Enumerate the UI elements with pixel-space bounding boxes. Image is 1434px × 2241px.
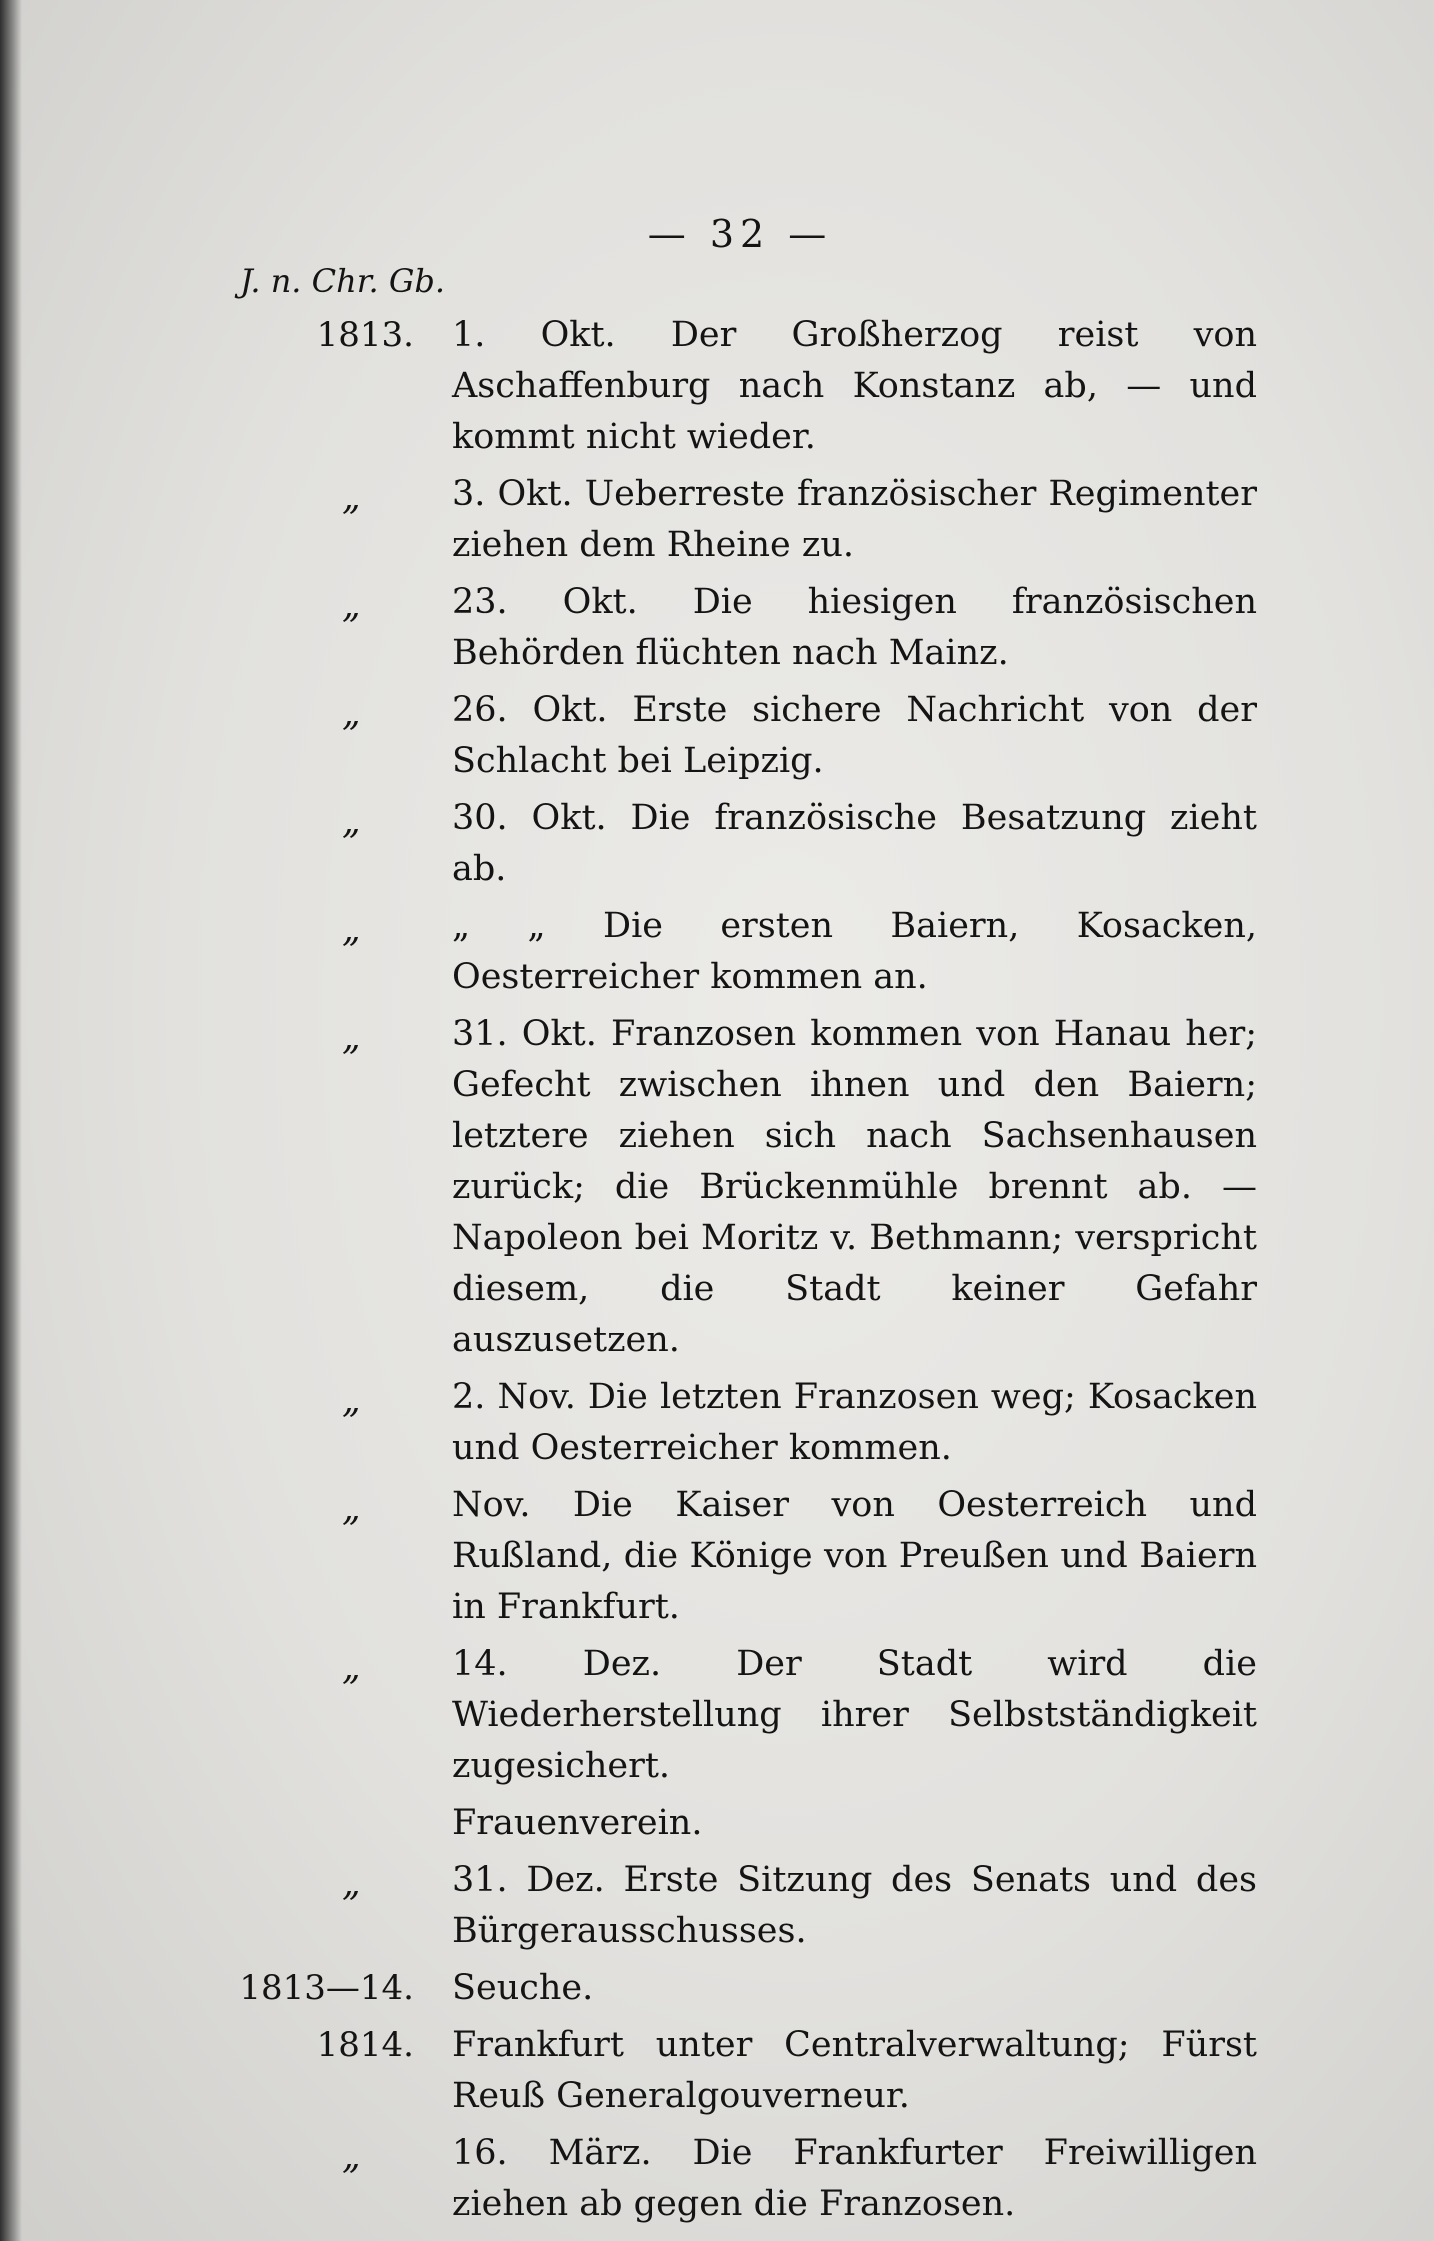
chronicle-entry xyxy=(0,1009,1434,1366)
chronicle-entry xyxy=(0,2128,1434,2230)
ditto-mark: „ xyxy=(342,801,361,842)
entry-text: 14. Dez. Der Stadt wird die Wiederherstellung ihrer Selbstständigkeit zugesichert. xyxy=(452,1644,1257,1786)
chronicle-entry xyxy=(0,577,1434,679)
chronicle-entry xyxy=(0,1639,1434,1792)
ditto-mark: „ xyxy=(342,1488,361,1529)
chronicle-entry xyxy=(0,793,1434,895)
chronicle-entry xyxy=(0,310,1434,463)
entry-text: 3. Okt. Ueberreste französischer Regimenter ziehen dem Rheine zu. xyxy=(452,474,1257,565)
chronicle-entry xyxy=(0,1963,1434,2014)
year-column-header: J. n. Chr. Gb. xyxy=(240,262,446,300)
entry-text: 26. Okt. Erste sichere Nachricht von der Schlacht bei Leipzig. xyxy=(452,690,1257,781)
ditto-mark: „ xyxy=(342,585,361,626)
entry-year: 1814. xyxy=(316,2025,414,2065)
chronicle-entry xyxy=(0,901,1434,1003)
chronicle-entry xyxy=(0,469,1434,571)
entry-text: 31. Okt. Franzosen kommen von Hanau her; Gefecht zwischen ihnen und den Baiern; letztere ziehen sich nach Sachsenhausen zurück; die Brückenmühle brennt ab. — Napoleon bei Moritz v. Bethmann; verspricht diesem, die Stadt keiner Gefahr auszusetzen. xyxy=(452,1014,1257,1360)
entry-text: Frauenverein. xyxy=(452,1803,703,1843)
entry-text: 31. Dez. Erste Sitzung des Senats und des Bürgerausschusses. xyxy=(452,1860,1257,1951)
entry-year: 1813. xyxy=(316,315,414,355)
entry-year: 1813—14. xyxy=(239,1968,414,2008)
chronicle-entry xyxy=(0,685,1434,787)
entry-text: Frankfurt unter Centralverwaltung; Fürst Reuß Generalgouverneur. xyxy=(452,2025,1257,2116)
chronicle-entries xyxy=(0,310,1434,2236)
page-number: — 32 — xyxy=(647,212,833,256)
ditto-mark: „ xyxy=(342,2136,361,2177)
chronicle-entry xyxy=(0,1480,1434,1633)
entry-text: „ „ Die ersten Baiern, Kosacken, Oesterreicher kommen an. xyxy=(452,906,1257,997)
ditto-mark: „ xyxy=(342,1017,361,1058)
ditto-mark: „ xyxy=(342,693,361,734)
entry-text: 1. Okt. Der Großherzog reist von Aschaffenburg nach Konstanz ab, — und kommt nicht wieder. xyxy=(452,315,1257,457)
ditto-mark: „ xyxy=(342,909,361,950)
ditto-mark: „ xyxy=(342,477,361,518)
chronicle-entry xyxy=(0,1798,1434,1849)
entry-text: 23. Okt. Die hiesigen französischen Behörden flüchten nach Mainz. xyxy=(452,582,1257,673)
chronicle-entry xyxy=(0,1372,1434,1474)
ditto-mark: „ xyxy=(342,1380,361,1421)
chronicle-entry xyxy=(0,2020,1434,2122)
entry-text: Nov. Die Kaiser von Oesterreich und Rußland, die Könige von Preußen und Baiern in Frankfurt. xyxy=(452,1485,1257,1627)
ditto-mark: „ xyxy=(342,1863,361,1904)
chronicle-entry xyxy=(0,1855,1434,1957)
entry-text: 2. Nov. Die letzten Franzosen weg; Kosacken und Oesterreicher kommen. xyxy=(452,1377,1257,1468)
entry-text: 30. Okt. Die französische Besatzung zieht ab. xyxy=(452,798,1257,889)
entry-text: 16. März. Die Frankfurter Freiwilligen ziehen ab gegen die Franzosen. xyxy=(452,2133,1257,2224)
entry-text: Seuche. xyxy=(452,1968,594,2008)
ditto-mark: „ xyxy=(342,1647,361,1688)
